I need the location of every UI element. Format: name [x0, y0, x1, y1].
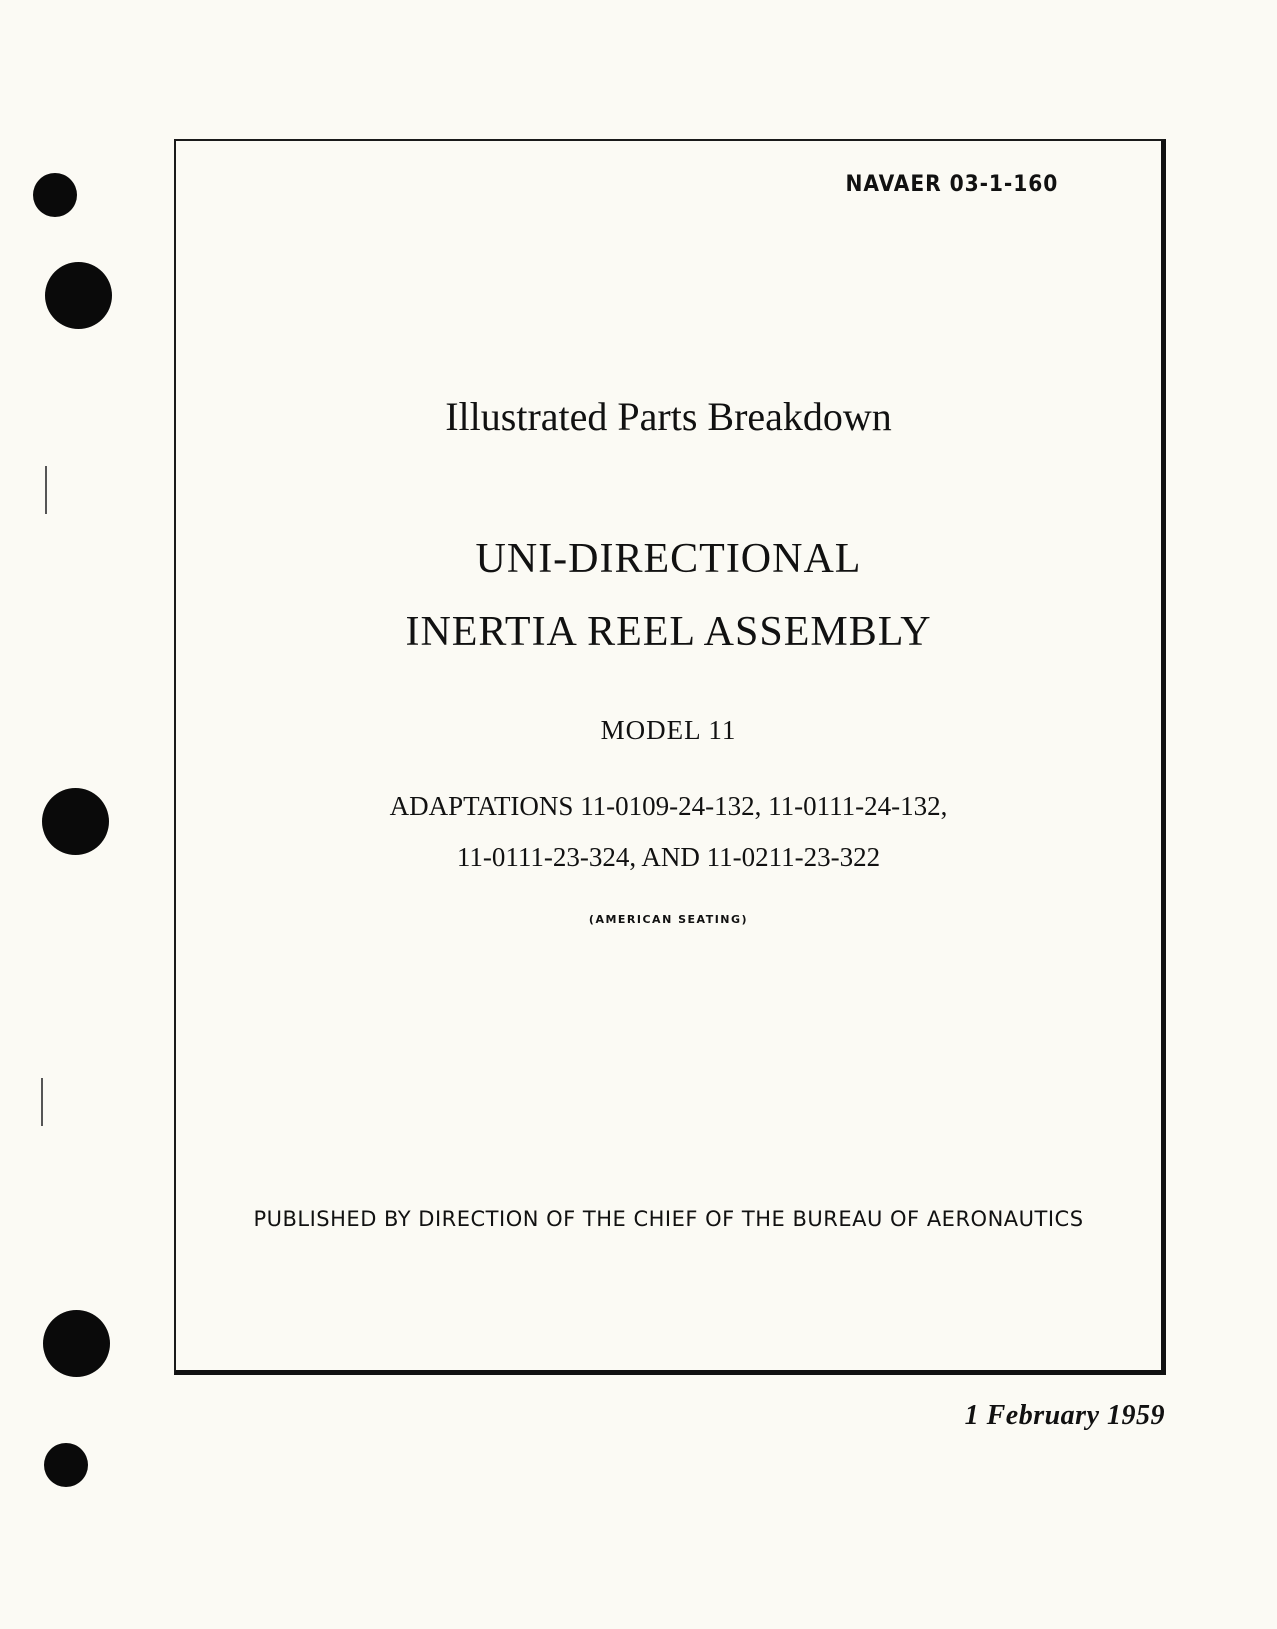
- edge-mark: [45, 466, 47, 514]
- manufacturer: (AMERICAN SEATING): [588, 913, 749, 926]
- adaptations-line-2: 11-0111-23-324, AND 11-0211-23-322: [456, 842, 881, 872]
- document-number: NAVAER 03-1-160: [845, 172, 1058, 197]
- model-designation: MODEL 11: [600, 715, 737, 745]
- cover-frame: [174, 139, 1166, 1375]
- edge-mark: [41, 1078, 43, 1126]
- punch-hole: [44, 1443, 88, 1487]
- punch-hole: [43, 1310, 110, 1377]
- document-title: Illustrated Parts Breakdown: [445, 394, 892, 439]
- punch-hole: [45, 262, 112, 329]
- punch-hole: [42, 788, 109, 855]
- subject-line-1: UNI-DIRECTIONAL: [475, 536, 862, 582]
- publisher-statement: PUBLISHED BY DIRECTION OF THE CHIEF OF THE BUREAU OF AERONAUTICS: [253, 1207, 1084, 1231]
- subject-line-2: INERTIA REEL ASSEMBLY: [405, 609, 932, 655]
- publication-date: 1 February 1959: [964, 1400, 1165, 1431]
- adaptations-line-1: ADAPTATIONS 11-0109-24-132, 11-0111-24-132,: [389, 791, 948, 821]
- punch-hole: [33, 173, 77, 217]
